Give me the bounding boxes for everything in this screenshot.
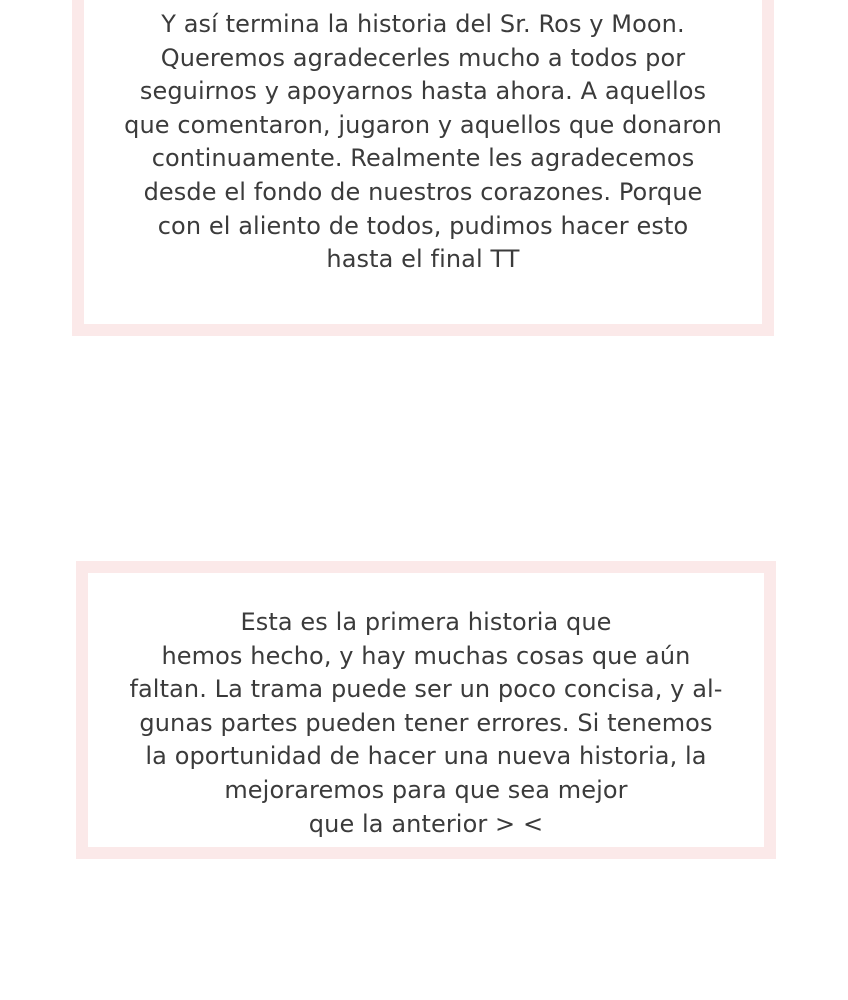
note-line: que comentaron, jugaron y aquellos que donaron <box>124 110 722 139</box>
note-line: hasta el final TT <box>326 245 520 274</box>
note-line: hemos hecho, y hay muchas cosas que aún <box>161 641 691 670</box>
note-line: Esta es la primera historia que <box>240 608 612 636</box>
note-line: Queremos agradecerles mucho a todos por <box>160 43 686 72</box>
thank-you-note-text <box>84 8 762 277</box>
note-line: con el aliento de todos, pudimos hacer esto <box>157 211 689 240</box>
note-line: faltan. La trama puede ser un poco concisa, y al- <box>129 675 723 704</box>
note-line: la oportunidad de hacer una nueva historia, la <box>145 742 707 771</box>
note-line: desde el fondo de nuestros corazones. Porque <box>143 177 703 206</box>
note-line: que la anterior > < <box>308 809 544 838</box>
note-line: Y así termina la historia del Sr. Ros y Moon. <box>161 10 685 38</box>
first-story-note-text <box>88 606 764 841</box>
note-line: gunas partes pueden tener errores. Si tenemos <box>139 708 713 737</box>
thank-you-note-box <box>72 0 774 336</box>
first-story-note-box <box>76 561 776 859</box>
note-line: mejoraremos para que sea mejor <box>224 775 628 804</box>
note-line: continuamente. Realmente les agradecemos <box>151 144 695 173</box>
note-line: seguirnos y apoyarnos hasta ahora. A aquellos <box>139 77 707 106</box>
